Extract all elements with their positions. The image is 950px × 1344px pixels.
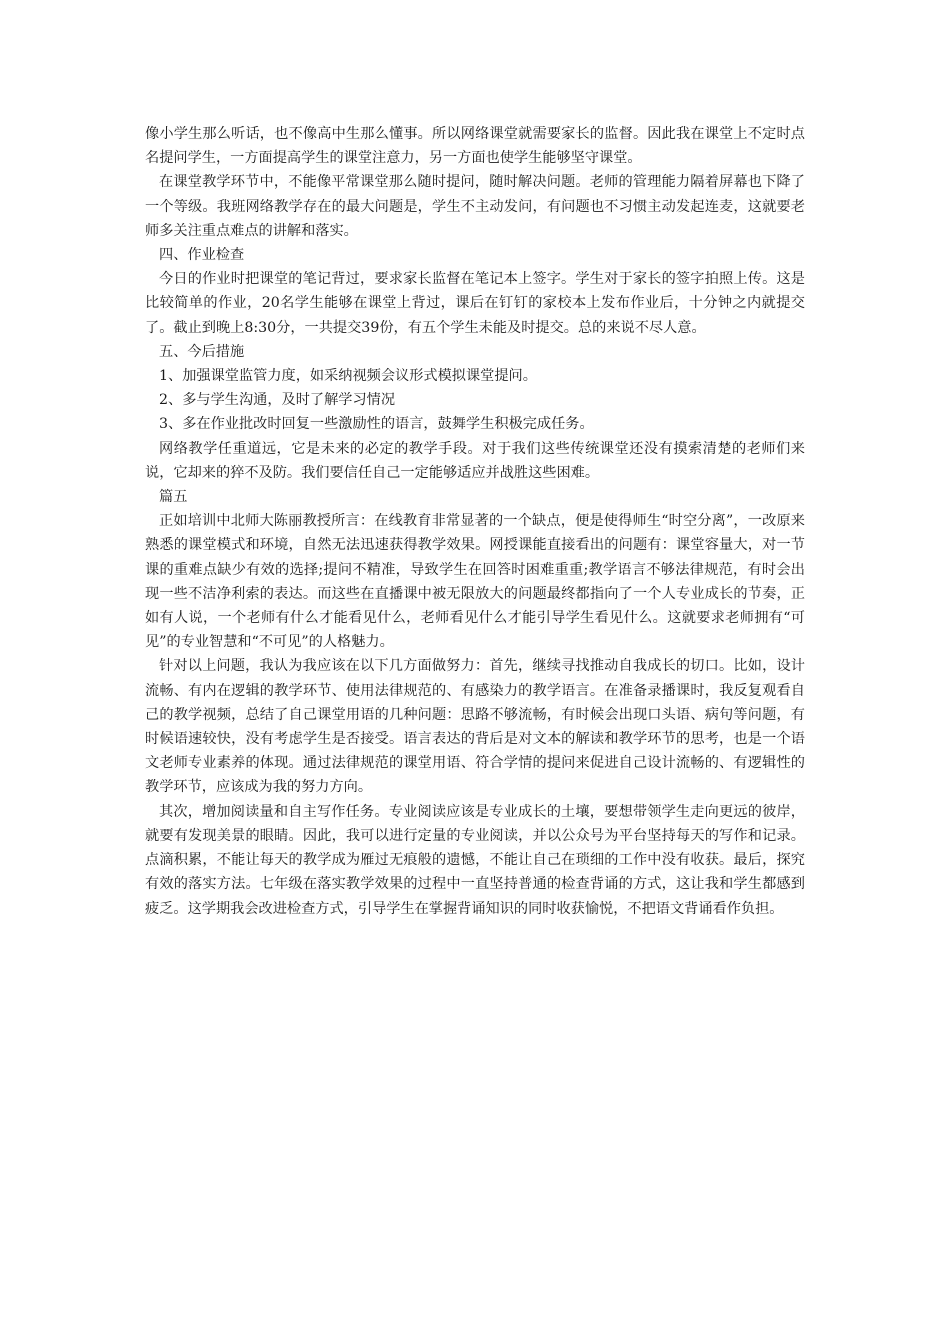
list-item: 3、多在作业批改时回复一些激励性的语言，鼓舞学生积极完成任务。	[159, 416, 594, 433]
section-heading: 四、作业检查	[159, 247, 245, 264]
paragraph: 正如培训中北师大陈丽教授所言：在线教育非常显著的一个缺点，便是使得师生“时空分离”，一改原来熟悉的课堂模式和环境，自然无法迅速获得教学效果。网授课能直接看出的问题有：课堂容量大，对一节课的重难点缺少有效的选择;提问不精准，导致学生在回答时困难重重;教学语言不够法律规范，有时会出现一些不洁净利索的表达。而这些在直播课中被无限放大的问题最终都指向了一个人专业成长的节奏，正如有人说，一个老师有什么才能看见什么，老师看见什么才能引导学生看见什么。这就要求老师拥有“可见”的专业智慧和“不可见”的人格魅力。	[145, 513, 805, 651]
paragraph: 针对以上问题，我认为我应该在以下几方面做努力：首先，继续寻找推动自我成长的切口。比如，设计流畅、有内在逻辑的教学环节、使用法律规范的、有感染力的教学语言。在准备录播课时，我反复观看自己的教学视频，总结了自己课堂用语的几种问题：思路不够流畅，有时候会出现口头语、病句等问题，有时候语速较快，没有考虑学生是否接受。语言表达的背后是对文本的解读和教学环节的思考，也是一个语文老师专业素养的体现。通过法律规范的课堂用语、符合学情的提问来促进自己设计流畅的、有逻辑性的教学环节，应该成为我的努力方向。	[145, 658, 805, 796]
list-item: 2、多与学生沟通，及时了解学习情况	[159, 392, 396, 409]
paragraph: 像小学生那么听话，也不像高中生那么懂事。所以网络课堂就需要家长的监督。因此我在课堂上不定时点名提问学生，一方面提高学生的课堂注意力，另一方面也使学生能够坚守课堂。	[145, 126, 805, 167]
section-heading: 篇五	[159, 489, 188, 506]
section-heading: 五、今后措施	[159, 343, 245, 360]
paragraph: 其次，增加阅读量和自主写作任务。专业阅读应该是专业成长的土壤，要想带领学生走向更远的彼岸，就要有发现美景的眼睛。因此，我可以进行定量的专业阅读，并以公众号为平台坚持每天的写作和记录。点滴积累，不能让每天的教学成为雁过无痕般的遗憾，不能让自己在琐细的工作中没有收获。最后，探究有效的落实方法。七年级在落实教学效果的过程中一直坚持普通的检查背诵的方式，这让我和学生都感到疲乏。这学期我会改进检查方式，引导学生在掌握背诵知识的同时收获愉悦，不把语文背诵看作负担。	[145, 803, 805, 917]
paragraph: 在课堂教学环节中，不能像平常课堂那么随时提问，随时解决问题。老师的管理能力隔着屏幕也下降了一个等级。我班网络教学存在的最大问题是，学生不主动发问，有问题也不习惯主动发起连麦，这就要老师多关注重点难点的讲解和落实。	[145, 174, 805, 239]
paragraph: 网络教学任重道远，它是未来的必定的教学手段。对于我们这些传统课堂还没有摸索清楚的老师们来说，它却来的猝不及防。我们要信任自己一定能够适应并战胜这些困难。	[145, 440, 805, 481]
list-item: 1、加强课堂监管力度，如采纳视频会议形式模拟课堂提问。	[159, 368, 537, 385]
paragraph: 今日的作业时把课堂的笔记背过，要求家长监督在笔记本上签字。学生对于家长的签字拍照上传。这是比较简单的作业，20名学生能够在课堂上背过，课后在钉钉的家校本上发布作业后，十分钟之内就提交了。截止到晚上8:30分，一共提交39份，有五个学生未能及时提交。总的来说不尽人意。	[145, 271, 805, 336]
document-body	[145, 122, 805, 921]
